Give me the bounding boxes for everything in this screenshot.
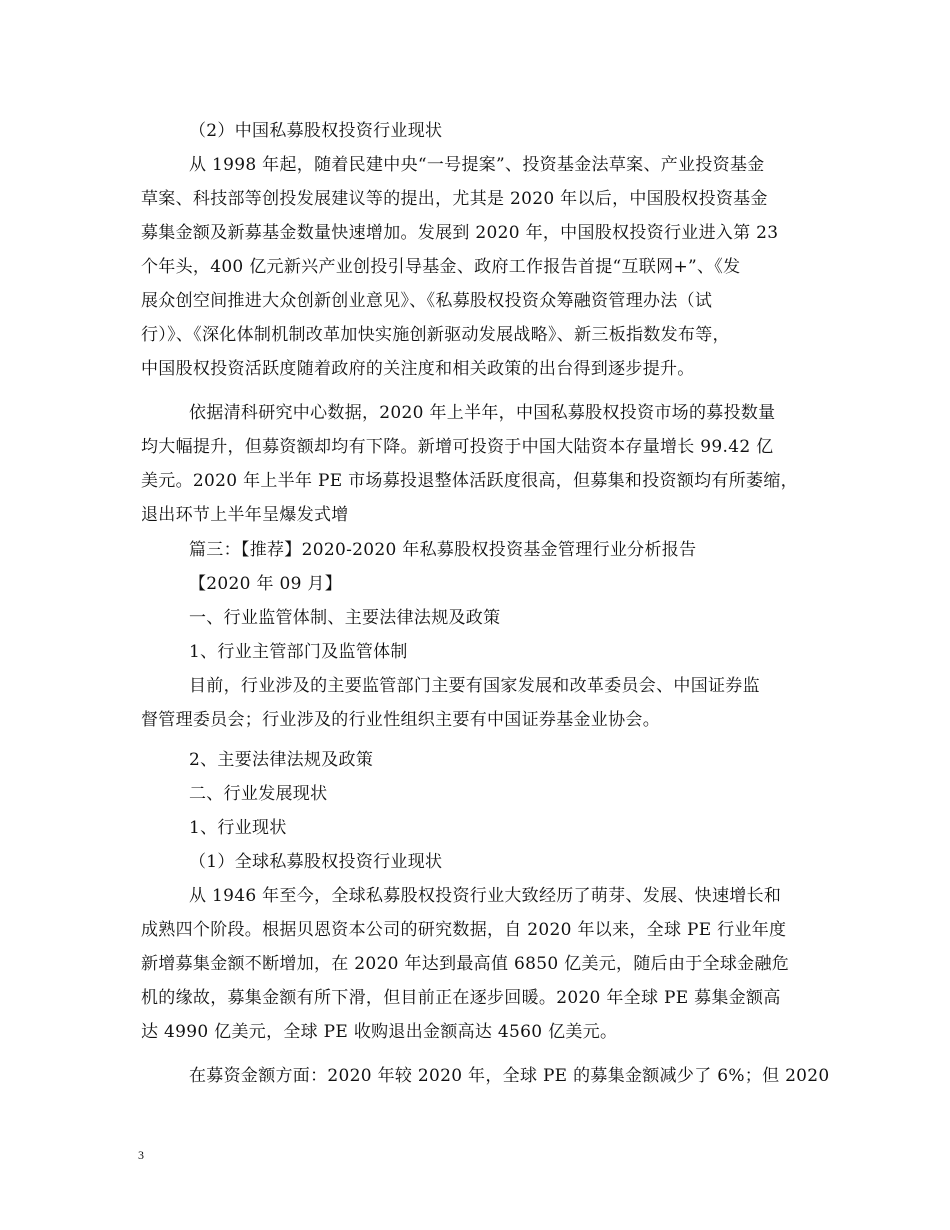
paragraph-line: 草案、科技部等创投发展建议等的提出，尤其是 2020 年以后，中国股权投资基金: [141, 189, 768, 209]
paragraph-line: 依据清科研究中心数据，2020 年上半年，中国私募股权投资市场的募投数量: [189, 403, 776, 423]
paragraph-line: 机的缘故，募集金额有所下滑，但目前正在逐步回暖。2020 年全球 PE 募集金额高: [141, 988, 781, 1008]
subsection-heading: 1、行业现状: [189, 818, 287, 838]
subsection-heading: 2、主要法律法规及政策: [189, 750, 374, 770]
paragraph-line: 美元。2020 年上半年 PE 市场募投退整体活跃度很高，但募集和投资额均有所萎缩，: [141, 471, 798, 491]
paragraph-line: 在募资金额方面：2020 年较 2020 年，全球 PE 的募集金额减少了 6%；但 2020: [189, 1066, 830, 1086]
paragraph-line: 成熟四个阶段。根据贝恩资本公司的研究数据，自 2020 年以来，全球 PE 行业年度: [141, 920, 787, 940]
paragraph-line: 新增募集金额不断增加，在 2020 年达到最高值 6850 亿美元，随后由于全球金融危: [141, 954, 790, 974]
paragraph-line: 达 4990 亿美元，全球 PE 收购退出金额高达 4560 亿美元。: [141, 1022, 618, 1042]
report-date: 【2020 年 09 月】: [189, 574, 343, 594]
paragraph-line: 展众创空间推进大众创新创业意见》、《私募股权投资众筹融资管理办法（试: [141, 291, 713, 311]
subheading-global-pe-status: （1）全球私募股权投资行业现状: [189, 852, 443, 872]
paragraph-line: 退出环节上半年呈爆发式增: [141, 505, 349, 525]
paragraph-line: 行）》、《深化体制机制改革加快实施创新驱动发展战略》、新三板指数发布等，: [141, 325, 730, 345]
section-heading: 二、行业发展现状: [189, 784, 328, 804]
subsection-heading: 1、行业主管部门及监管体制: [189, 642, 408, 662]
subheading-china-pe-status: （2）中国私募股权投资行业现状: [189, 121, 443, 141]
section-heading: 一、行业监管体制、主要法律法规及政策: [189, 608, 501, 628]
paragraph-line: 个年头，400 亿元新兴产业创投引导基金、政府工作报告首提“互联网+”、《发: [141, 257, 741, 277]
paragraph-line: 从 1998 年起，随着民建中央“一号提案”、投资基金法草案、产业投资基金: [189, 155, 765, 175]
report-title: 篇三：【推荐】2020-2020 年私募股权投资基金管理行业分析报告: [189, 540, 697, 560]
paragraph-line: 目前，行业涉及的主要监管部门主要有国家发展和改革委员会、中国证券监: [189, 676, 760, 696]
paragraph-line: 从 1946 年至今，全球私募股权投资行业大致经历了萌芽、发展、快速增长和: [189, 886, 782, 906]
paragraph-line: 均大幅提升，但募资额却均有下降。新增可投资于中国大陆资本存量增长 99.42 亿: [141, 437, 774, 457]
paragraph-line: 督管理委员会；行业涉及的行业性组织主要有中国证券基金业协会。: [141, 710, 660, 730]
paragraph-line: 募集金额及新募基金数量快速增加。发展到 2020 年，中国股权投资行业进入第 23: [141, 223, 779, 243]
page-number: 3: [138, 1148, 144, 1162]
paragraph-line: 中国股权投资活跃度随着政府的关注度和相关政策的出台得到逐步提升。: [141, 359, 695, 379]
